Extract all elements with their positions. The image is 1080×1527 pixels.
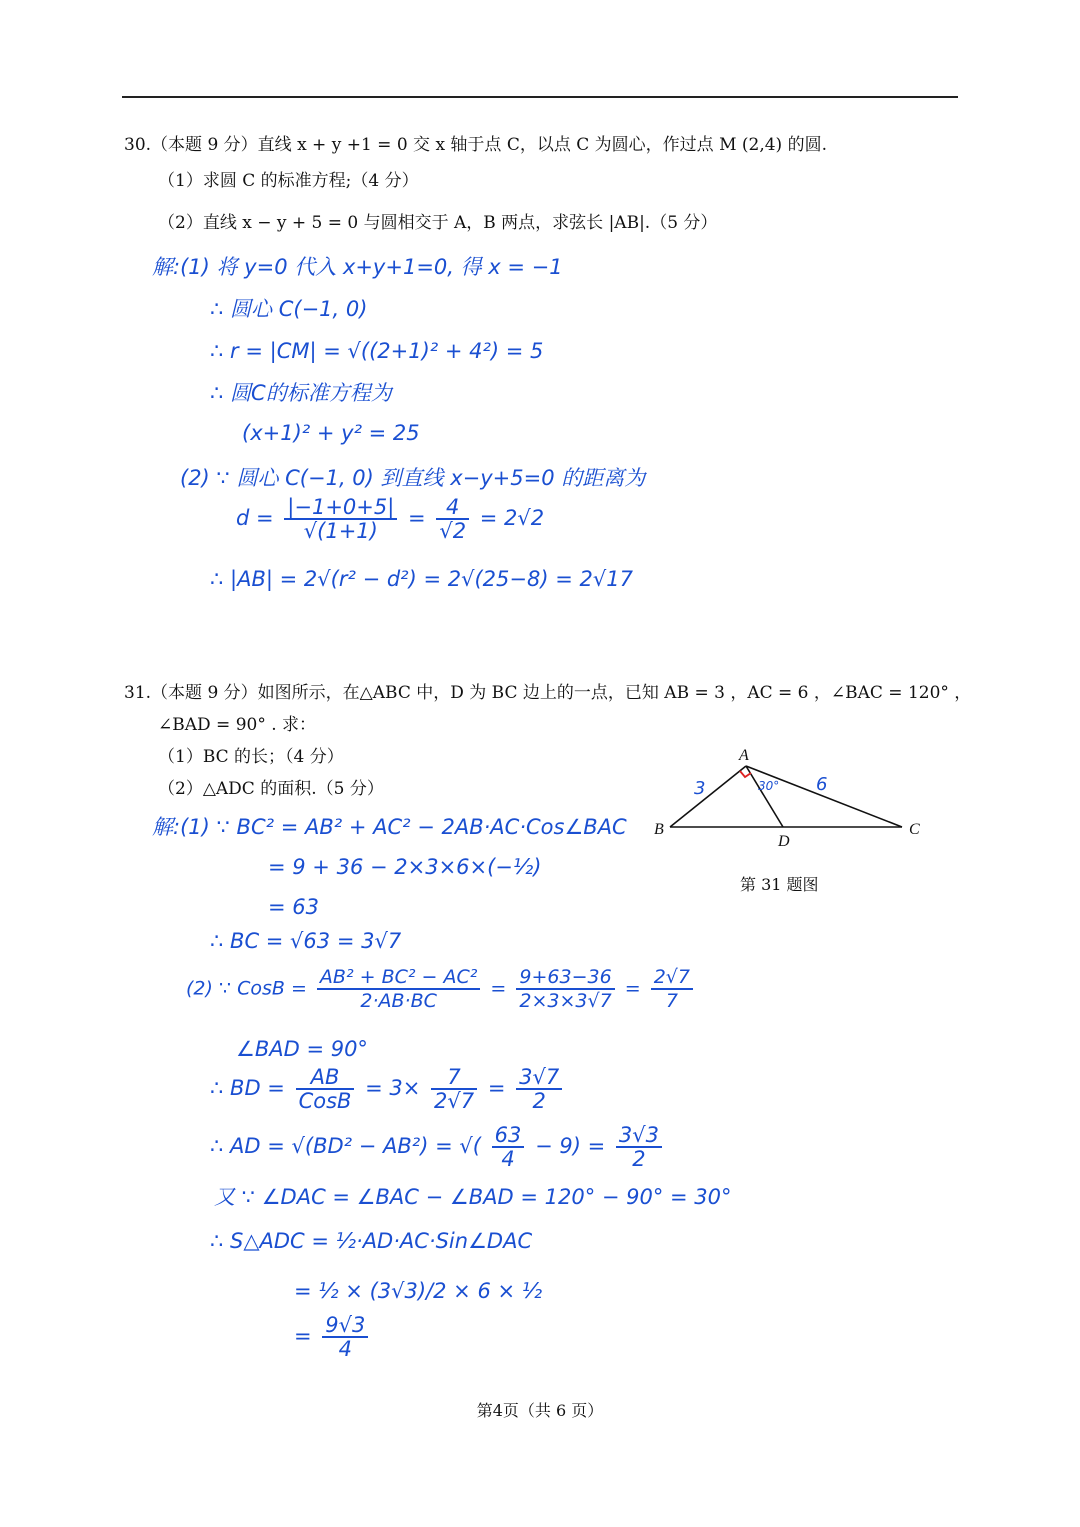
distance-fraction-2: $\frac{4}{√2}$: [436, 496, 469, 542]
q30-answer-line-8: ∴ |AB| = 2√(r² − d²) = 2√(25−8) = 2√17: [210, 567, 633, 591]
q31-answer-line-11: = ½ × (3√3)/2 × 6 × ½: [294, 1279, 543, 1303]
ad-fraction-2: $\frac{3√3}{2}$: [616, 1124, 662, 1170]
hand-length-ac: 6: [816, 774, 828, 795]
q31-answer-line-2: = 9 + 36 − 2×3×6×(−½): [268, 855, 542, 879]
cosb-fraction-3: $\frac{2√7}{7}$: [651, 966, 693, 1012]
ad-fraction-1: $\frac{63}{4}$: [492, 1124, 525, 1170]
q30-answer-line-2: ∴ 圆心 C(−1, 0): [210, 297, 368, 321]
area-fraction: $\frac{9√3}{4}$: [322, 1314, 368, 1360]
vertex-label-c: C: [909, 821, 920, 838]
vertex-label-d: D: [778, 833, 790, 850]
q31-answer-line-6: ∠BAD = 90°: [236, 1037, 368, 1061]
q31-part2: （2）△ADC 的面积.（5 分）: [158, 779, 384, 799]
q30-answer-line-1: 解:(1) 将 y=0 代入 x+y+1=0, 得 x = −1: [152, 255, 563, 279]
distance-label: d =: [236, 506, 274, 530]
q30-part2: （2）直线 x − y + 5 = 0 与圆相交于 A，B 两点，求弦长 |AB|.（5 分）: [158, 213, 718, 233]
cosb-fraction-1: $\frac{\text{AB² + BC² − AC²}}{2\cdot AB\cdot BC}$: [317, 966, 480, 1012]
bd-fraction-1: $\frac{AB}{\text{CosB}}$: [296, 1066, 355, 1112]
q31-answer-line-12: = $\frac{9√3}{4}$: [294, 1314, 372, 1360]
segment-ad: [746, 766, 783, 827]
q31-stem: 31.（本题 9 分）如图所示，在△ABC 中，D 为 BC 边上的一点，已知 AB = 3 ，AC = 6 ，∠BAC = 120° ，: [124, 683, 972, 703]
figure-caption: 第 31 题图: [740, 875, 819, 894]
q30-answer-line-6: (2) ∵ 圆心 C(−1, 0) 到直线 x−y+5=0 的距离为: [180, 466, 646, 490]
q31-answer-line-8: ∴ AD = √(BD² − AB²) = √( $\frac{63}{4}$ − 9) = $\frac{3√3}{2}$: [210, 1124, 666, 1170]
vertex-label-a: A: [739, 747, 749, 764]
distance-fraction-1: $\frac{|-1+0+5|}{√(1+1)}$: [284, 496, 397, 542]
q30-answer-line-3: ∴ r = |CM| = √((2+1)² + 4²) = 5: [210, 339, 544, 363]
q30-part1: （1）求圆 C 的标准方程;（4 分）: [158, 171, 419, 191]
cosb-fraction-2: $\frac{9+63-36}{2\times 3\times 3√7}$: [516, 966, 614, 1012]
q31-part1: （1）BC 的长；（4 分）: [158, 747, 344, 767]
q31-answer-line-5: (2) ∵ CosB = $\frac{\text{AB² + BC² − AC²}}{2\cdot AB\cdot BC}$ = $\frac{9+63-36}{2\times 3\times 3√7}$ = $\frac{2√7}{7}$: [186, 966, 697, 1012]
bd-fraction-3: $\frac{3√7}{2}$: [516, 1066, 562, 1112]
q31-answer-line-7: ∴ BD = $\frac{AB}{\text{CosB}}$ = 3× $\frac{7}{2√7}$ = $\frac{3√7}{2}$: [210, 1066, 566, 1112]
hand-angle-label: 30°: [758, 779, 780, 793]
q30-answer-line-5: (x+1)² + y² = 25: [242, 421, 420, 445]
q31-answer-line-10: ∴ S△ADC = ½·AD·AC·Sin∠DAC: [210, 1229, 533, 1253]
q31-stem-continued: ∠BAD = 90° . 求：: [158, 715, 317, 735]
page-footer: 第4页（共 6 页）: [476, 1401, 604, 1420]
q31-answer-line-1: 解:(1) ∵ BC² = AB² + AC² − 2AB·AC·Cos∠BAC: [152, 815, 627, 839]
bd-fraction-2: $\frac{7}{2√7}$: [431, 1066, 477, 1112]
hand-length-ab: 3: [694, 778, 706, 799]
q30-answer-line-4: ∴ 圆C的标准方程为: [210, 381, 392, 405]
q30-stem: 30.（本题 9 分）直线 x + y +1 = 0 交 x 轴于点 C，以点 C 为圆心，作过点 M (2,4) 的圆.: [124, 135, 827, 155]
side-ab: [670, 766, 746, 827]
q31-answer-line-9: 又 ∵ ∠DAC = ∠BAC − ∠BAD = 120° − 90° = 30°: [214, 1185, 732, 1209]
q31-answer-line-3: = 63: [268, 895, 319, 919]
triangle-figure: [650, 742, 940, 872]
q31-answer-line-4: ∴ BC = √63 = 3√7: [210, 929, 402, 953]
q30-answer-line-7: d = $\frac{|-1+0+5|}{√(1+1)}$ = $\frac{4}{√2}$ = 2√2: [236, 495, 545, 543]
vertex-label-b: B: [654, 821, 664, 838]
header-rule: [122, 96, 958, 98]
